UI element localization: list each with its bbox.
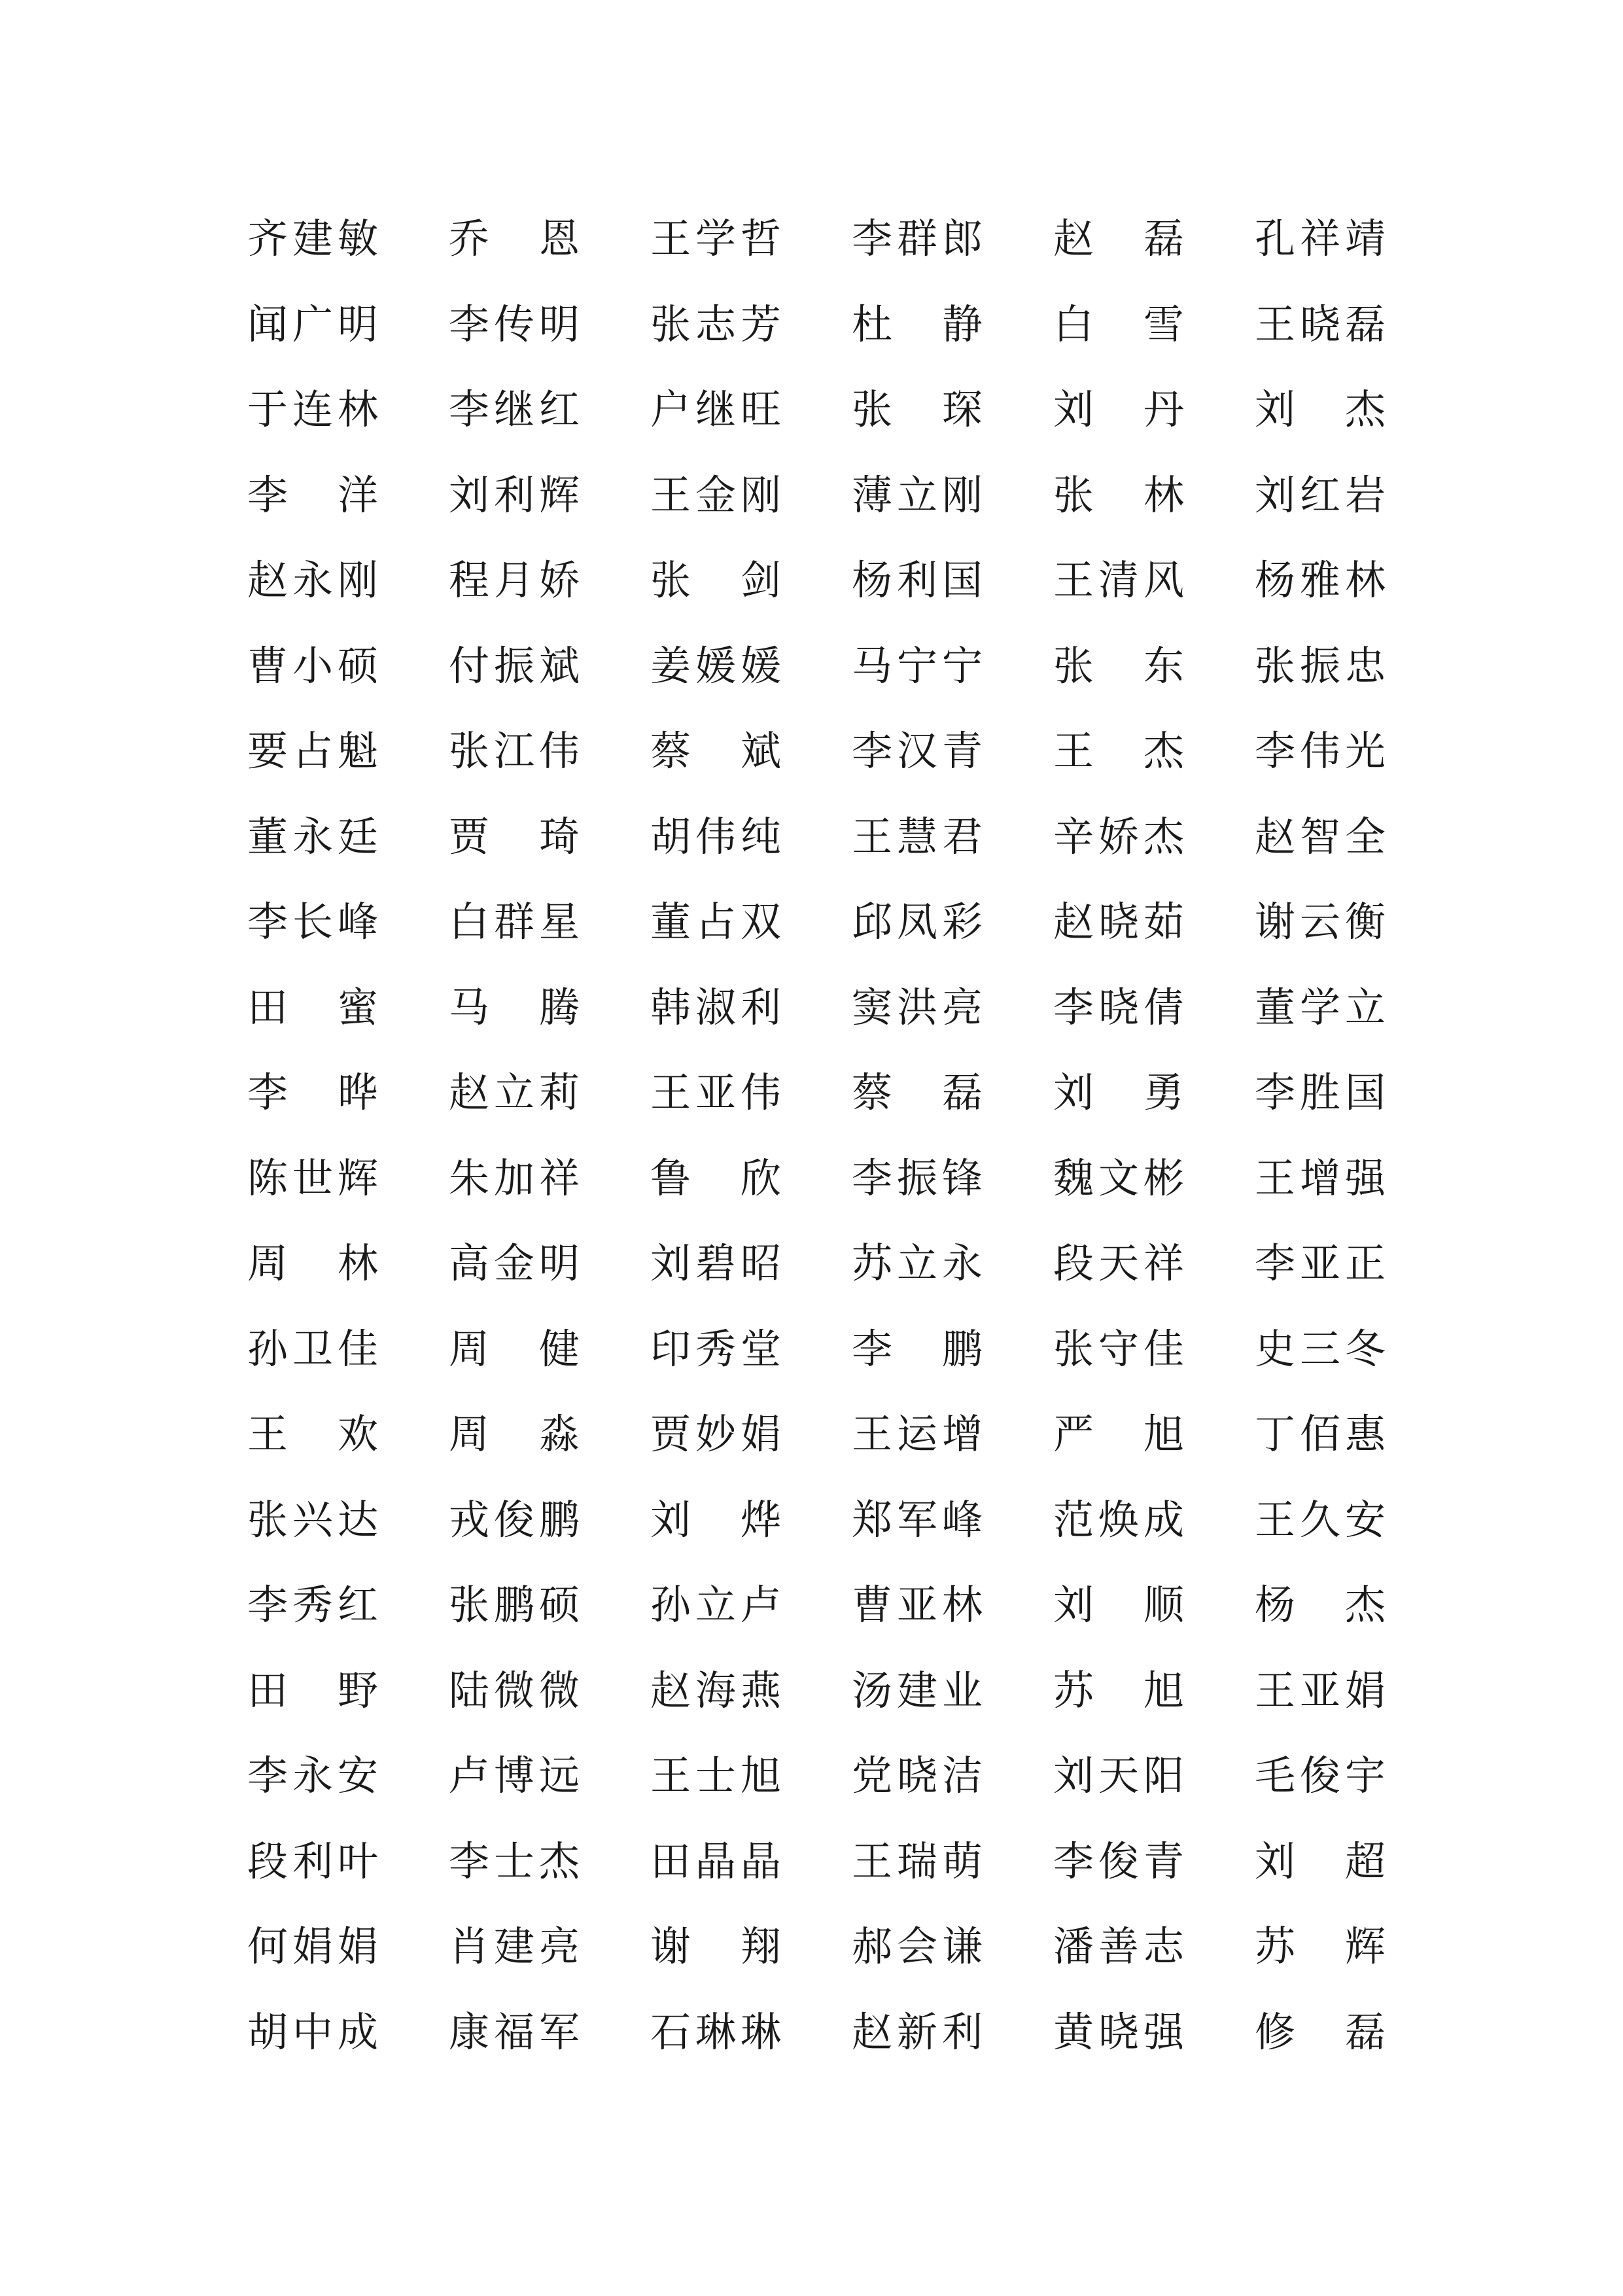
list-item: 赵 海 燕 bbox=[650, 1666, 781, 1714]
list-item: 戎 俊 鹏 bbox=[449, 1495, 580, 1544]
list-item: 李 振 锋 bbox=[852, 1154, 983, 1202]
list-item: 户 继 旺 bbox=[650, 385, 781, 434]
list-item: 李 汉 青 bbox=[852, 727, 983, 775]
list-item: 鲁 欣 bbox=[650, 1154, 781, 1202]
list-item: 李 长 峰 bbox=[247, 898, 378, 946]
list-item: 白 群 星 bbox=[449, 898, 580, 946]
list-item: 王 久 安 bbox=[1255, 1495, 1386, 1544]
list-item: 苏 旭 bbox=[1053, 1666, 1184, 1714]
list-item: 王 晓 磊 bbox=[1255, 300, 1386, 348]
list-item: 张 鹏 硕 bbox=[449, 1581, 580, 1629]
list-item: 孙 立 卢 bbox=[650, 1581, 781, 1629]
list-item: 张 琛 bbox=[852, 385, 983, 434]
list-item: 周 林 bbox=[247, 1239, 378, 1288]
list-item: 黄 晓 强 bbox=[1053, 2007, 1184, 2056]
list-item: 卢 博 远 bbox=[449, 1752, 580, 1800]
list-item: 苏 辉 bbox=[1255, 1922, 1386, 1971]
list-item: 齐 建 敏 bbox=[247, 215, 378, 263]
list-item: 刘 丹 bbox=[1053, 385, 1184, 434]
list-item: 李 永 安 bbox=[247, 1752, 378, 1800]
list-item: 王 金 刚 bbox=[650, 470, 781, 519]
list-item: 王 运 增 bbox=[852, 1410, 983, 1458]
list-item: 王 清 风 bbox=[1053, 556, 1184, 605]
name-list bbox=[247, 196, 1386, 2075]
list-item: 康 福 军 bbox=[449, 2007, 580, 2056]
list-item: 丁 佰 惠 bbox=[1255, 1410, 1386, 1458]
list-item: 印 秀 堂 bbox=[650, 1324, 781, 1373]
list-item: 苏 立 永 bbox=[852, 1239, 983, 1288]
list-item: 段 天 祥 bbox=[1053, 1239, 1184, 1288]
list-item: 杨 利 国 bbox=[852, 556, 983, 605]
list-item: 朱 加 祥 bbox=[449, 1154, 580, 1202]
list-item: 范 焕 成 bbox=[1053, 1495, 1184, 1544]
list-item: 田 蜜 bbox=[247, 983, 378, 1031]
list-item: 肖 建 亮 bbox=[449, 1922, 580, 1971]
list-item: 胡 中 成 bbox=[247, 2007, 378, 2056]
list-item: 刘 烨 bbox=[650, 1495, 781, 1544]
list-item: 张 志 芳 bbox=[650, 300, 781, 348]
list-item: 曹 小 硕 bbox=[247, 641, 378, 690]
list-item: 刘 天 阳 bbox=[1053, 1752, 1184, 1800]
list-item: 白 雪 bbox=[1053, 300, 1184, 348]
list-item: 张 振 忠 bbox=[1255, 641, 1386, 690]
list-item: 李 鹏 bbox=[852, 1324, 983, 1373]
list-item: 刘 杰 bbox=[1255, 385, 1386, 434]
list-item: 王 瑞 萌 bbox=[852, 1837, 983, 1885]
list-item: 孔 祥 靖 bbox=[1255, 215, 1386, 263]
list-item: 张 江 伟 bbox=[449, 727, 580, 775]
list-item: 张 林 bbox=[1053, 470, 1184, 519]
list-item: 杜 静 bbox=[852, 300, 983, 348]
list-item: 李 俊 青 bbox=[1053, 1837, 1184, 1885]
list-item: 段 利 叶 bbox=[247, 1837, 378, 1885]
list-item: 周 健 bbox=[449, 1324, 580, 1373]
list-item: 郑 军 峰 bbox=[852, 1495, 983, 1544]
list-item: 董 永 廷 bbox=[247, 812, 378, 860]
list-item: 刘 勇 bbox=[1053, 1069, 1184, 1117]
list-item: 赵 磊 bbox=[1053, 215, 1184, 263]
list-item: 刘 利 辉 bbox=[449, 470, 580, 519]
list-item: 汤 建 业 bbox=[852, 1666, 983, 1714]
list-item: 李 秀 红 bbox=[247, 1581, 378, 1629]
list-item: 田 晶 晶 bbox=[650, 1837, 781, 1885]
list-item: 张 兴 达 bbox=[247, 1495, 378, 1544]
list-item: 杨 雅 林 bbox=[1255, 556, 1386, 605]
list-item: 李 晓 倩 bbox=[1053, 983, 1184, 1031]
list-item: 刘 顺 bbox=[1053, 1581, 1184, 1629]
list-item: 李 继 红 bbox=[449, 385, 580, 434]
list-item: 魏 文 彬 bbox=[1053, 1154, 1184, 1202]
list-item: 王 亚 娟 bbox=[1255, 1666, 1386, 1714]
list-item: 陆 微 微 bbox=[449, 1666, 580, 1714]
list-item: 王 欢 bbox=[247, 1410, 378, 1458]
list-item: 李 亚 正 bbox=[1255, 1239, 1386, 1288]
list-item: 赵 立 莉 bbox=[449, 1069, 580, 1117]
list-item: 陈 世 辉 bbox=[247, 1154, 378, 1202]
list-item: 邱 凤 彩 bbox=[852, 898, 983, 946]
list-item: 韩 淑 利 bbox=[650, 983, 781, 1031]
list-item: 程 月 娇 bbox=[449, 556, 580, 605]
list-item: 赵 智 全 bbox=[1255, 812, 1386, 860]
list-item: 窦 洪 亮 bbox=[852, 983, 983, 1031]
list-item: 孙 卫 佳 bbox=[247, 1324, 378, 1373]
list-item: 田 野 bbox=[247, 1666, 378, 1714]
list-item: 姜 媛 媛 bbox=[650, 641, 781, 690]
list-item: 李 胜 国 bbox=[1255, 1069, 1386, 1117]
list-item: 刘 超 bbox=[1255, 1837, 1386, 1885]
list-item: 赵 晓 茹 bbox=[1053, 898, 1184, 946]
list-item: 修 磊 bbox=[1255, 2007, 1386, 2056]
list-item: 赵 永 刚 bbox=[247, 556, 378, 605]
list-item: 薄 立 刚 bbox=[852, 470, 983, 519]
list-item: 李 传 明 bbox=[449, 300, 580, 348]
list-item: 李 士 杰 bbox=[449, 1837, 580, 1885]
list-item: 严 旭 bbox=[1053, 1410, 1184, 1458]
list-item: 谢 翔 bbox=[650, 1922, 781, 1971]
list-item: 何 娟 娟 bbox=[247, 1922, 378, 1971]
list-item: 马 宁 宁 bbox=[852, 641, 983, 690]
list-item: 闻 广 明 bbox=[247, 300, 378, 348]
list-item: 贾 琦 bbox=[449, 812, 580, 860]
list-item: 王 士 旭 bbox=[650, 1752, 781, 1800]
list-item: 高 金 明 bbox=[449, 1239, 580, 1288]
list-item: 付 振 斌 bbox=[449, 641, 580, 690]
list-item: 刘 碧 昭 bbox=[650, 1239, 781, 1288]
list-item: 王 亚 伟 bbox=[650, 1069, 781, 1117]
list-item: 郝 会 谦 bbox=[852, 1922, 983, 1971]
list-item: 乔 恩 bbox=[449, 215, 580, 263]
list-item: 要 占 魁 bbox=[247, 727, 378, 775]
list-item: 王 慧 君 bbox=[852, 812, 983, 860]
list-item: 辛 娇 杰 bbox=[1053, 812, 1184, 860]
list-item: 周 淼 bbox=[449, 1410, 580, 1458]
list-item: 于 连 林 bbox=[247, 385, 378, 434]
list-item: 张 守 佳 bbox=[1053, 1324, 1184, 1373]
list-item: 王 杰 bbox=[1053, 727, 1184, 775]
list-item: 胡 伟 纯 bbox=[650, 812, 781, 860]
list-item: 潘 善 志 bbox=[1053, 1922, 1184, 1971]
list-item: 李 群 郎 bbox=[852, 215, 983, 263]
list-item: 董 学 立 bbox=[1255, 983, 1386, 1031]
list-item: 蔡 斌 bbox=[650, 727, 781, 775]
list-item: 史 三 冬 bbox=[1255, 1324, 1386, 1373]
list-item: 王 增 强 bbox=[1255, 1154, 1386, 1202]
list-item: 党 晓 洁 bbox=[852, 1752, 983, 1800]
list-item: 毛 俊 宇 bbox=[1255, 1752, 1386, 1800]
list-item: 刘 红 岩 bbox=[1255, 470, 1386, 519]
list-item: 董 占 双 bbox=[650, 898, 781, 946]
list-item: 张 东 bbox=[1053, 641, 1184, 690]
list-item: 王 学 哲 bbox=[650, 215, 781, 263]
list-item: 蔡 磊 bbox=[852, 1069, 983, 1117]
list-item: 曹 亚 林 bbox=[852, 1581, 983, 1629]
list-item: 李 晔 bbox=[247, 1069, 378, 1117]
list-item: 石 琳 琳 bbox=[650, 2007, 781, 2056]
list-item: 杨 杰 bbox=[1255, 1581, 1386, 1629]
list-item: 张 剑 bbox=[650, 556, 781, 605]
list-item: 李 伟 光 bbox=[1255, 727, 1386, 775]
list-item: 谢 云 衡 bbox=[1255, 898, 1386, 946]
list-item: 贾 妙 娟 bbox=[650, 1410, 781, 1458]
list-item: 马 腾 bbox=[449, 983, 580, 1031]
list-item: 赵 新 利 bbox=[852, 2007, 983, 2056]
list-item: 李 洋 bbox=[247, 470, 378, 519]
